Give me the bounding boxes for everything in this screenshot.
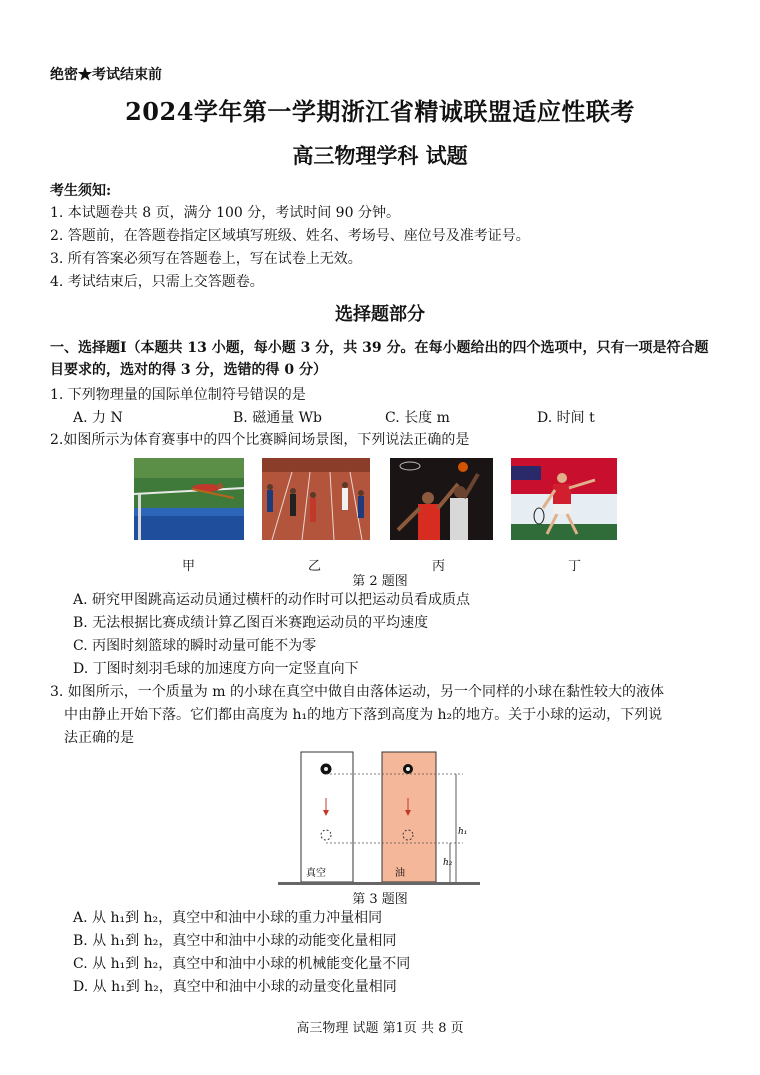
photo-label-bing: 丙 bbox=[432, 559, 446, 574]
exam-title: 2024学年第一学期浙江省精诚联盟适应性联考 bbox=[125, 97, 635, 126]
photo-basketball bbox=[390, 458, 493, 540]
free-fall-diagram bbox=[278, 748, 480, 888]
q3-option-c: C. 从 h₁到 h₂，真空中和油中小球的机械能变化量不同 bbox=[73, 956, 411, 972]
page-footer: 高三物理 试题 第1页 共 8 页 bbox=[296, 1021, 464, 1036]
q3-stem-line1: 3. 如图所示，一个质量为 m 的小球在真空中做自由落体运动，另一个同样的小球在黏性较大的液体 bbox=[50, 684, 664, 700]
notice-item: 2. 答题前，在答题卷指定区域填写班级、姓名、考场号、座位号及准考证号。 bbox=[50, 228, 530, 244]
q2-stem: 2.如图所示为体育赛事中的四个比赛瞬间场景图，下列说法正确的是 bbox=[50, 432, 470, 448]
q3-stem-line3: 法正确的是 bbox=[64, 730, 134, 746]
q3-stem-line2: 中由静止开始下落。它们都由高度为 h₁的地方下落到高度为 h₂的地方。关于小球的运动，下列说 bbox=[64, 707, 663, 723]
q3-caption: 第 3 题图 bbox=[352, 892, 408, 907]
q3-option-a: A. 从 h₁到 h₂，真空中和油中小球的重力冲量相同 bbox=[73, 910, 383, 926]
oil-label: 油 bbox=[395, 868, 405, 879]
ground-line bbox=[278, 882, 480, 885]
q3-option-b: B. 从 h₁到 h₂，真空中和油中小球的动能变化量相同 bbox=[73, 933, 397, 949]
q2-option-a: A. 研究甲图跳高运动员通过横杆的动作时可以把运动员看成质点 bbox=[73, 592, 471, 608]
notice-item: 4. 考试结束后，只需上交答题卷。 bbox=[50, 274, 264, 290]
notice-item: 1. 本试题卷共 8 页，满分 100 分，考试时间 90 分钟。 bbox=[50, 205, 400, 221]
part-heading: 一、选择题Ⅰ（本题共 13 小题，每小题 3 分，共 39 分。在每小题给出的四个选项中，只有一项是符合题目要求的，选对的得 3 分，选错的得 0 分） bbox=[50, 340, 709, 378]
photo-label-jia: 甲 bbox=[182, 559, 196, 574]
vacuum-label: 真空 bbox=[306, 868, 326, 879]
h1-label: h₁ bbox=[458, 827, 468, 837]
photo-label-yi: 乙 bbox=[308, 559, 322, 574]
notice-item: 3. 所有答案必须写在答题卷上，写在试卷上无效。 bbox=[50, 251, 362, 267]
q1-stem: 1. 下列物理量的国际单位制符号错误的是 bbox=[50, 387, 306, 403]
photo-high-jump bbox=[134, 458, 244, 540]
photo-sprint bbox=[262, 458, 370, 540]
q2-option-c: C. 丙图时刻篮球的瞬时动量可能不为零 bbox=[73, 638, 317, 654]
notice-heading: 考生须知: bbox=[50, 183, 112, 199]
q2-option-b: B. 无法根据比赛成绩计算乙图百米赛跑运动员的平均速度 bbox=[73, 615, 429, 631]
q1-option-d: D. 时间 t bbox=[537, 410, 595, 426]
q3-option-d: D. 从 h₁到 h₂，真空中和油中小球的动量变化量相同 bbox=[73, 979, 397, 995]
q2-caption: 第 2 题图 bbox=[352, 574, 408, 589]
q2-option-d: D. 丁图时刻羽毛球的加速度方向一定竖直向下 bbox=[73, 661, 359, 677]
q1-option-b: B. 磁通量 Wb bbox=[233, 410, 322, 426]
confidential-label: 绝密★考试结束前 bbox=[50, 67, 162, 83]
exam-subtitle: 高三物理学科 试题 bbox=[292, 143, 468, 168]
photo-label-ding: 丁 bbox=[568, 559, 582, 574]
h2-label: h₂ bbox=[443, 858, 453, 868]
q1-option-c: C. 长度 m bbox=[385, 410, 450, 426]
q1-option-a: A. 力 N bbox=[73, 410, 123, 426]
section-title: 选择题部分 bbox=[335, 304, 425, 325]
photo-badminton bbox=[511, 458, 617, 540]
